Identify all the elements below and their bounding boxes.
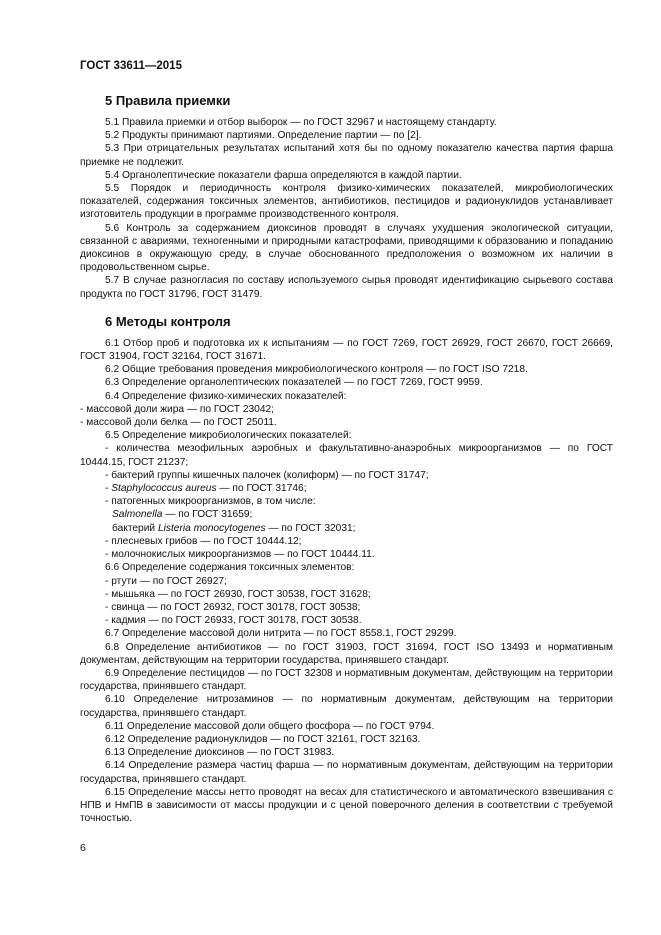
list-item-ref: — по ГОСТ 31746; [216, 483, 307, 495]
species-name: Listeria monocytogenes [157, 522, 266, 534]
list-item: - свинца — по ГОСТ 26932, ГОСТ 30178, ГОСТ 30538; [105, 601, 361, 613]
list-item [80, 482, 613, 495]
clause-5-3: 5.3 При отрицательных результатах испытаний хотя бы по одному показателю качества партия фарша приемке не подлежит. [80, 143, 613, 168]
list-item: - кадмия — по ГОСТ 26933, ГОСТ 30178, ГОСТ 30538. [105, 615, 362, 627]
species-name: Staphylococcus aureus [111, 483, 217, 495]
clause-6-8: 6.8 Определение антибиотиков — по ГОСТ 31903, ГОСТ 31694, ГОСТ ISO 13493 и нормативным документам, действующим на территории государства, принявшего стандарт. [80, 641, 613, 666]
clause-6-3: 6.3 Определение органолептических показателей — по ГОСТ 7269, ГОСТ 9959. [105, 377, 483, 389]
list-item: - молочнокислых микроорганизмов — по ГОСТ 10444.11. [105, 549, 375, 561]
clause-6-7: 6.7 Определение массовой доли нитрита — по ГОСТ 8558.1, ГОСТ 29299. [105, 628, 457, 640]
list-item: - ртути — по ГОСТ 26927; [105, 575, 227, 587]
list-item: - количества мезофильных аэробных и факультативно-анаэробных микроорганизмов — по ГОСТ 10444.15, ГОСТ 21237; [80, 443, 613, 468]
clause-6-12: 6.12 Определение радионуклидов — по ГОСТ 32161, ГОСТ 32163. [105, 733, 421, 745]
clause-6-9: 6.9 Определение пестицидов — по ГОСТ 32308 и нормативным документам, действующим на территории государства, принявшего стандарт. [80, 667, 613, 693]
list-item: - массовой доли белка — по ГОСТ 25011. [80, 417, 277, 429]
list-item: - бактерий группы кишечных палочек (колиформ) — по ГОСТ 31747; [105, 469, 429, 481]
clause-6-1: 6.1 Отбор проб и подготовка их к испытаниям — по ГОСТ 7269, ГОСТ 26929, ГОСТ 26670, ГОСТ 26669, ГОСТ 31904, ГОСТ 32164, ГОСТ 31671. [80, 337, 613, 363]
clause-5-1: 5.1 Правила приемки и отбор выборок — по ГОСТ 32967 и настоящему стандарту. [105, 117, 497, 128]
list-item-prefix: - [105, 483, 112, 495]
page-number: 6 [80, 842, 86, 854]
clause-6-4: 6.4 Определение физико-химических показателей: [105, 390, 347, 402]
clause-6-5: 6.5 Определение микробиологических показателей: [105, 430, 352, 442]
clause-5-7: 5.7 В случае разногласия по составу используемого сырья проводят идентификацию сырьевого состава продукта по ГОСТ 31796, ГОСТ 31479. [80, 275, 613, 300]
list-item: - плесневых грибов — по ГОСТ 10444.12; [105, 535, 302, 547]
clause-6-10: 6.10 Определение нитрозаминов — по нормативным документам, действующим на территории государства, принявшего стандарт. [80, 694, 613, 719]
clause-5-5: 5.5 Порядок и периодичность контроля физико-химических показателей, микробиологических показателей, содержания токсичных элементов, антибиотиков, пестицидов и радионуклидов устанавливает изготовитель продукции в программе производственного контроля. [80, 183, 613, 221]
clause-5-4: 5.4 Органолептические показатели фарша определяются в каждой партии. [105, 169, 462, 181]
clause-6-13: 6.13 Определение диоксинов — по ГОСТ 31983. [105, 747, 335, 759]
list-item: - мышьяка — по ГОСТ 26930, ГОСТ 30538, ГОСТ 31628; [105, 588, 371, 600]
document-body [80, 93, 613, 825]
list-item [80, 522, 613, 535]
clause-5-6: 5.6 Контроль за содержанием диоксинов проводят в случаях ухудшения экологической ситуации, связанной с авариями, техногенными и природными катастрофами, приводящими к образованию и попаданию диоксинов в окружающую среду, в случае обоснованного предположения о возможном их наличии в продовольственном сырье. [80, 222, 613, 274]
list-item: - патогенных микроорганизмов, в том числе: [105, 496, 316, 508]
section-5-title: 5 Правила приемки [105, 93, 231, 108]
list-item-ref: — по ГОСТ 32031; [265, 522, 356, 534]
clause-6-2: 6.2 Общие требования проведения микробиологического контроля — по ГОСТ ISO 7218. [105, 364, 528, 376]
clause-6-14: 6.14 Определение размера частиц фарша — по нормативным документам, действующим на территории государства, принявшего стандарт. [80, 760, 613, 785]
species-name: Salmonella [112, 509, 163, 521]
list-item: - массовой доли жира — по ГОСТ 23042; [80, 403, 274, 415]
list-item-prefix: бактерий [112, 522, 158, 534]
section-6-title: 6 Методы контроля [105, 313, 231, 329]
clause-6-15: 6.15 Определение массы нетто проводят на весах для статистического и автоматического взвешивания с НПВ и НмПВ в зависимости от массы продукции и с ценой поверочного деления в соответствии с требуемой точностью. [80, 786, 613, 825]
clause-6-11: 6.11 Определение массовой доли общего фосфора — по ГОСТ 9794. [105, 720, 435, 732]
list-item-ref: — по ГОСТ 31659; [162, 509, 253, 521]
clause-5-2: 5.2 Продукты принимают партиями. Определение партии — по [2]. [105, 130, 422, 142]
list-item [80, 508, 613, 521]
clause-6-6: 6.6 Определение содержания токсичных элементов: [105, 562, 355, 574]
document-header: ГОСТ 33611—2015 [80, 60, 182, 72]
